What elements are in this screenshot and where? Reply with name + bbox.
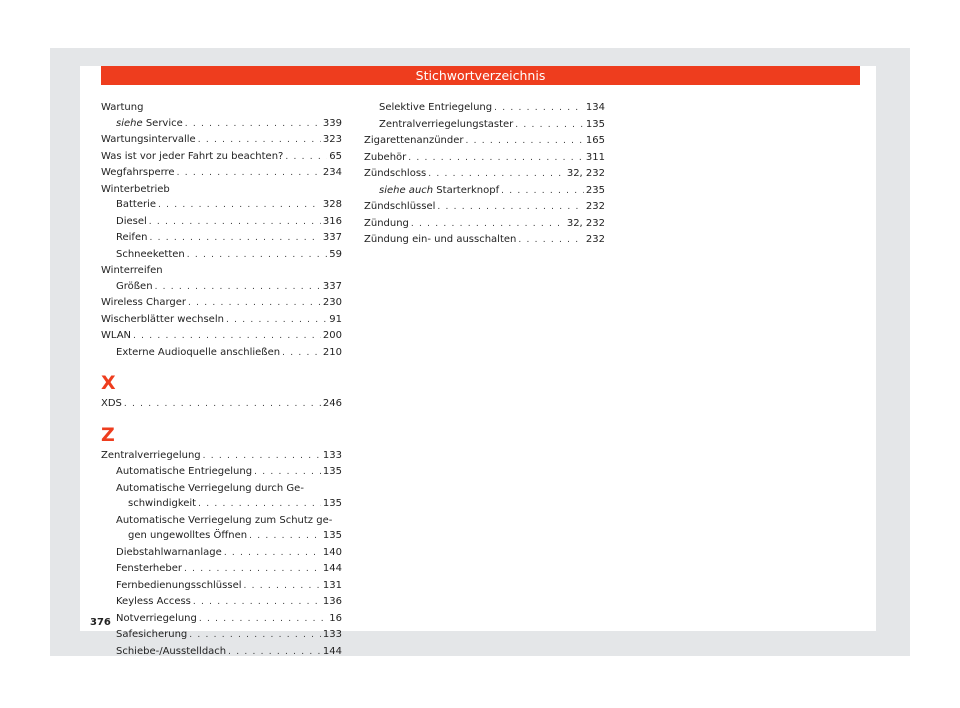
index-page-ref: 136 [322, 596, 342, 607]
index-term: Service [142, 117, 183, 129]
index-page-ref: 134 [585, 102, 605, 113]
leader-dots [188, 296, 321, 312]
index-entry-text [116, 545, 222, 561]
index-entry [101, 496, 342, 513]
index-entry [101, 295, 342, 312]
index-heading: Winterreifen [101, 265, 163, 276]
leader-dots [193, 595, 321, 611]
index-entry [101, 644, 342, 661]
letter-heading-z: Z [101, 423, 115, 446]
index-page-ref: 65 [329, 150, 342, 162]
index-entry [101, 594, 342, 611]
index-entry-text [101, 295, 186, 311]
index-entry-text [116, 627, 187, 643]
index-entry [101, 611, 342, 628]
index-page-ref: 311 [585, 151, 605, 163]
index-entry-text [101, 149, 283, 165]
index-entry-text [379, 183, 499, 199]
index-term: Zündung [364, 217, 409, 229]
index-entry [364, 133, 605, 150]
index-entry-text [101, 132, 196, 148]
index-entry [101, 214, 342, 231]
index-page-ref: 246 [322, 398, 342, 409]
index-term: Größen [116, 280, 153, 292]
index-term: Zentralverriegelung [101, 449, 201, 461]
leader-dots [187, 248, 328, 264]
index-entry-text [116, 197, 156, 213]
index-entry-text [116, 214, 147, 230]
index-entry [101, 328, 342, 345]
index-term: Was ist vor jeder Fahrt zu beachten? [101, 150, 284, 162]
index-entry [101, 464, 342, 481]
index-entry-text [116, 578, 242, 594]
index-entry-text [116, 345, 280, 361]
index-entry [101, 578, 342, 595]
index-term: Reifen [116, 232, 148, 243]
index-group-z-continued [364, 100, 605, 249]
index-page-ref: 337 [322, 280, 342, 292]
leader-dots [408, 151, 584, 167]
index-page-ref: 144 [322, 645, 342, 657]
index-page-ref: 316 [322, 215, 342, 227]
index-page-ref: 323 [322, 134, 342, 145]
index-term: Wireless Charger [101, 297, 187, 308]
index-entry [101, 561, 342, 578]
index-term: Zündschlüssel [364, 201, 436, 212]
index-group-z [101, 448, 342, 661]
leader-dots [428, 167, 565, 183]
index-page-ref: 133 [322, 449, 342, 461]
index-page-ref: 234 [322, 167, 342, 178]
index-term: Zündung ein- und ausschalten [364, 234, 517, 245]
index-page-ref: 230 [322, 297, 342, 308]
index-entry [364, 117, 605, 134]
leader-dots [501, 184, 584, 200]
letter-heading-x: X [101, 372, 116, 394]
index-page-ref: 135 [322, 466, 342, 477]
index-entry-text [101, 396, 122, 412]
index-column-right [364, 100, 605, 249]
index-entry [101, 279, 342, 296]
index-term: Zündschloss [364, 168, 427, 179]
index-page-ref: 59 [329, 248, 342, 260]
index-term: Schneeketten [116, 248, 185, 260]
index-term: Zigarettenanzünder [364, 135, 464, 146]
index-entry [101, 345, 342, 362]
index-term: Automatische Entriegelung [116, 466, 253, 477]
index-page-ref: 16 [329, 612, 342, 624]
index-term: Wartungsintervalle [101, 134, 196, 145]
index-entry-text [116, 247, 185, 263]
index-group-x [101, 396, 342, 413]
index-entry [101, 165, 342, 182]
index-entry-text [364, 216, 409, 232]
leader-dots [158, 198, 321, 214]
index-entry-text [116, 464, 252, 480]
leader-dots [437, 200, 584, 216]
index-entry-text [101, 328, 131, 344]
index-entry-text [116, 594, 191, 610]
index-term: Diesel [116, 215, 147, 227]
index-page-ref: 91 [329, 313, 342, 325]
leader-dots [198, 133, 321, 149]
index-entry [101, 627, 342, 644]
index-page-ref: 140 [322, 546, 342, 558]
index-entry [101, 132, 342, 149]
index-entry-text [116, 561, 182, 577]
index-page-ref: 232 [585, 201, 605, 212]
leader-dots [244, 579, 321, 595]
index-entry [364, 100, 605, 117]
index-page-ref: 135 [322, 530, 342, 541]
index-group-w [101, 100, 342, 361]
see-reference: siehe auch [379, 184, 434, 196]
index-term: Batterie [116, 199, 157, 210]
leader-dots [203, 449, 321, 465]
index-entry-line: Automatische Verriegelung zum Schutz ge- [116, 514, 333, 526]
index-entry [364, 150, 605, 167]
index-entry [101, 197, 342, 214]
index-entry [364, 199, 605, 216]
leader-dots [411, 217, 565, 233]
index-entry [101, 312, 342, 329]
leader-dots [198, 497, 321, 513]
index-entry [364, 166, 605, 183]
index-column-left [101, 100, 342, 660]
index-heading: Wartung [101, 102, 144, 113]
index-entry-text [379, 100, 492, 116]
index-entry-text [379, 117, 513, 133]
index-page-ref: 235 [585, 184, 605, 196]
leader-dots [249, 529, 321, 545]
index-entry [101, 396, 342, 413]
leader-dots [149, 215, 321, 231]
index-entry-text [364, 166, 426, 182]
index-entry [364, 216, 605, 233]
see-reference: siehe [116, 117, 143, 129]
index-term: Selektive Entriegelung [379, 102, 493, 113]
leader-dots [185, 117, 321, 133]
leader-dots [189, 628, 321, 644]
index-entry [101, 230, 342, 247]
index-entry [101, 149, 342, 166]
index-entry [364, 232, 605, 249]
index-term: Safesicherung [116, 629, 188, 640]
page-number: 376 [90, 617, 111, 628]
leader-dots [177, 166, 321, 182]
leader-dots [199, 612, 327, 628]
index-term: XDS [101, 398, 122, 409]
index-page-ref: 32, 232 [566, 168, 605, 179]
index-entry-text [101, 165, 175, 181]
leader-dots [184, 562, 321, 578]
index-page-ref: 135 [322, 498, 342, 509]
index-entry-text: gen ungewolltes Öffnen [128, 530, 248, 541]
index-page-ref: 337 [322, 232, 342, 243]
index-entry [101, 528, 342, 545]
leader-dots [149, 231, 320, 247]
leader-dots [285, 150, 327, 166]
index-entry-text [116, 611, 197, 627]
index-entry-text [116, 279, 153, 295]
index-entry-text [116, 116, 183, 132]
index-page-ref: 135 [585, 118, 605, 130]
index-page-ref: 210 [322, 346, 342, 358]
leader-dots [226, 313, 327, 329]
index-page-ref: 32, 232 [566, 217, 605, 229]
index-term: Notverriegelung [116, 612, 197, 624]
leader-dots [224, 546, 321, 562]
index-term: Diebstahlwarnanlage [116, 546, 222, 558]
index-term: Wischerblätter wechseln [101, 313, 224, 325]
index-page-ref: 165 [585, 135, 605, 146]
index-term: Wegfahrsperre [101, 167, 175, 178]
leader-dots [518, 233, 584, 249]
index-entry [101, 448, 342, 465]
leader-dots [124, 397, 321, 413]
index-entry-text [101, 312, 224, 328]
index-term: Fernbedienungsschlüssel [116, 579, 242, 591]
index-page-ref: 339 [322, 117, 342, 129]
index-entry-text [116, 230, 147, 246]
index-entry-text [364, 232, 516, 248]
leader-dots [254, 465, 321, 481]
index-entry-text: schwindigkeit [128, 498, 197, 509]
index-entry [101, 247, 342, 264]
index-term: WLAN [101, 330, 132, 341]
index-entry [101, 545, 342, 562]
index-entry [101, 116, 342, 133]
index-entry-text [364, 133, 463, 149]
leader-dots [133, 329, 321, 345]
leader-dots [494, 101, 584, 117]
index-page-ref: 232 [585, 234, 605, 245]
index-term: Starterknopf [433, 184, 500, 196]
index-term: Fensterheber [116, 563, 183, 574]
index-page-ref: 133 [322, 629, 342, 640]
index-heading: Winterbetrieb [101, 183, 170, 195]
index-term: Schiebe-/Ausstelldach [116, 645, 227, 657]
index-term: Zubehör [364, 151, 407, 163]
index-term: Zentralverriegelungstaster [379, 118, 514, 130]
index-entry-text [364, 150, 406, 166]
index-page-ref: 131 [322, 579, 342, 591]
index-entry [364, 183, 605, 200]
index-page-ref: 144 [322, 563, 342, 574]
index-entry-text [101, 448, 201, 464]
section-header [101, 66, 860, 85]
index-page-ref: 328 [322, 199, 342, 210]
leader-dots [228, 645, 321, 661]
index-page-ref: 200 [322, 330, 342, 341]
index-entry-text [364, 199, 435, 215]
index-term: Externe Audioquelle anschließen [116, 346, 281, 358]
leader-dots [515, 118, 584, 134]
section-title: Stichwortverzeichnis [415, 68, 546, 83]
leader-dots [282, 346, 321, 362]
leader-dots [465, 134, 583, 150]
index-entry-text [116, 644, 226, 660]
index-entry-line: Automatische Verriegelung durch Ge- [116, 482, 304, 494]
leader-dots [155, 280, 321, 296]
index-term: Keyless Access [116, 596, 191, 607]
